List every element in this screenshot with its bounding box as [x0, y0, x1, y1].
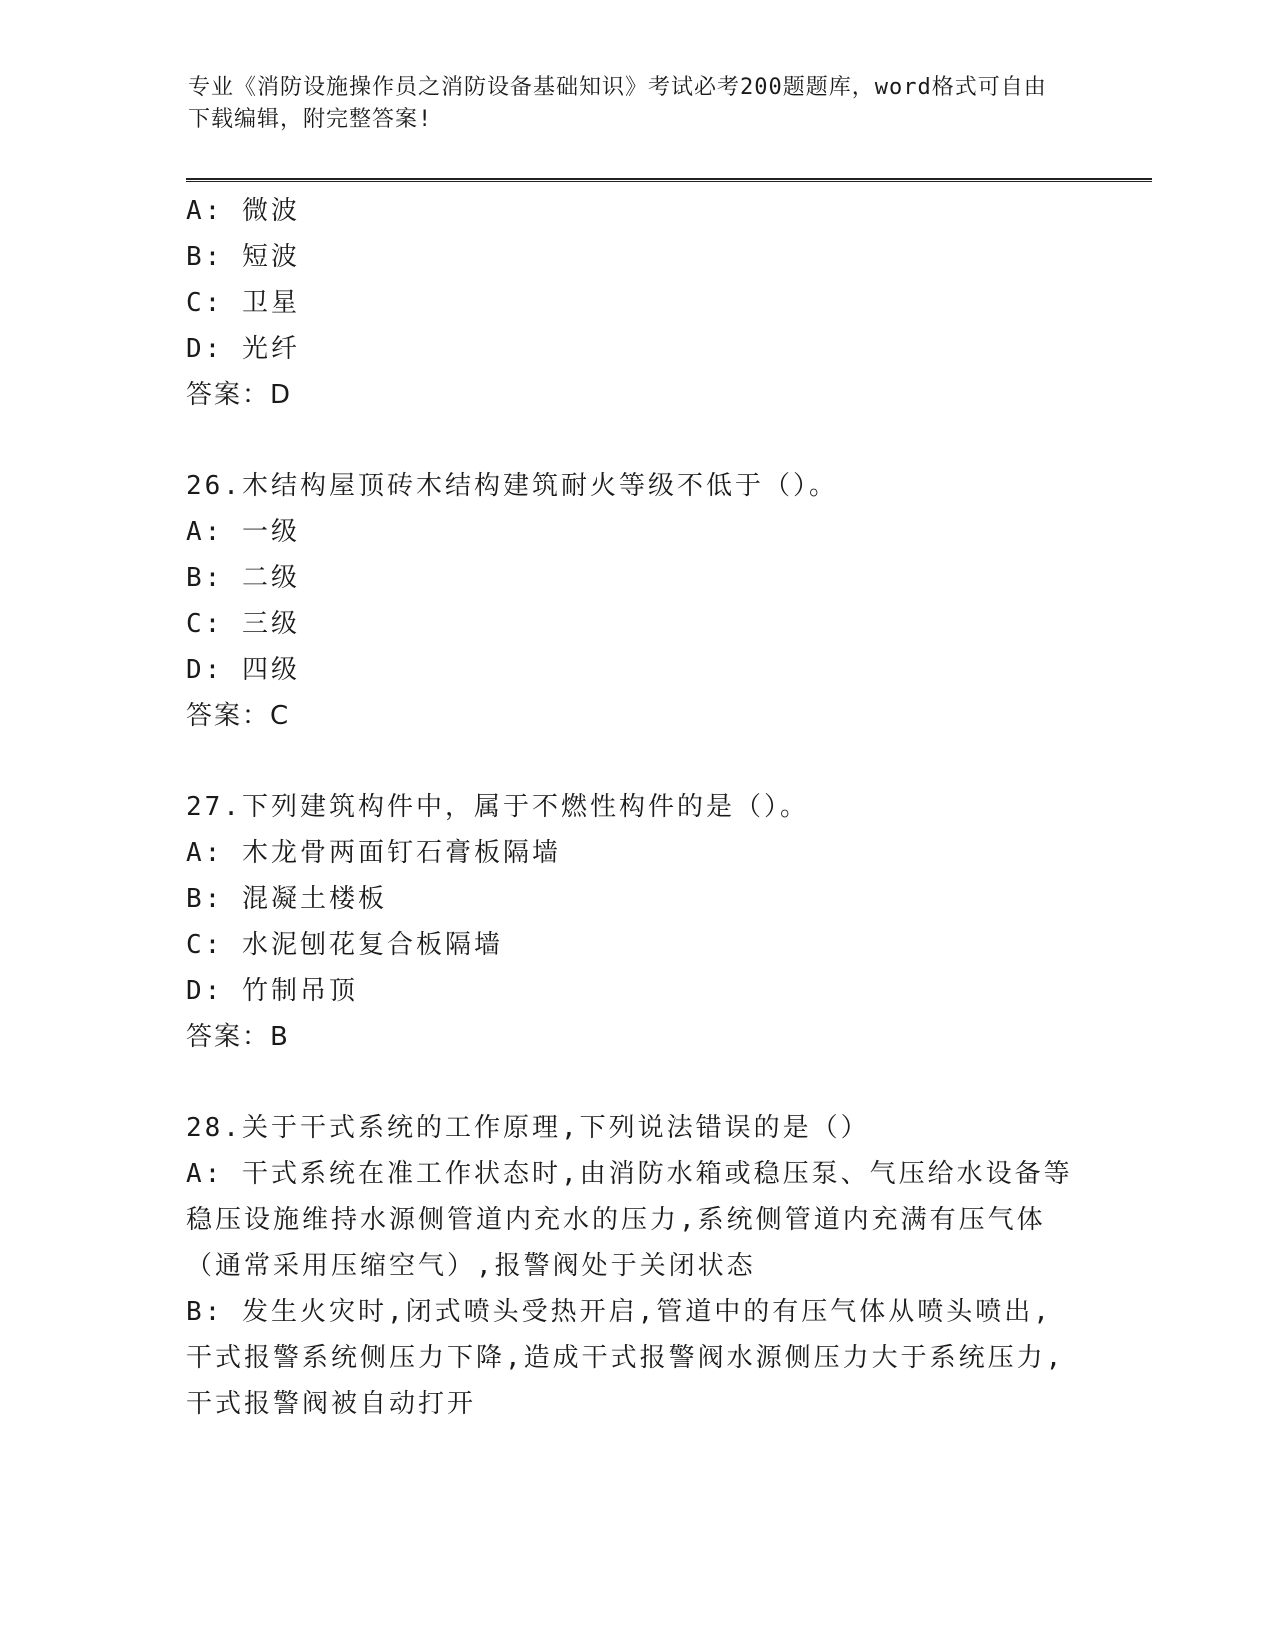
question-25-block	[186, 188, 1076, 418]
question-28-block	[186, 1105, 1076, 1427]
option-a: A: 一级	[186, 517, 300, 547]
question-27-stem: 27.下列建筑构件中，属于不燃性构件的是（）。	[186, 792, 809, 822]
question-list	[186, 188, 1076, 1427]
option-c: C: 水泥刨花复合板隔墙	[186, 930, 503, 960]
option-b: B: 混凝土楼板	[186, 884, 387, 914]
option-b: B: 短波	[186, 242, 300, 272]
option-d: D: 光纤	[186, 334, 300, 364]
option-d: D: 四级	[186, 655, 300, 685]
option-c: C: 卫星	[186, 288, 300, 318]
question-27-block	[186, 784, 1076, 1060]
option-b: B: 发生火灾时,闭式喷头受热开启,管道中的有压气体从喷头喷出,干式报警系统侧压力下降,造成干式报警阀水源侧压力大于系统压力,干式报警阀被自动打开	[186, 1297, 1065, 1419]
spacer	[186, 739, 1076, 784]
answer-text: 答案：D	[186, 380, 293, 410]
option-a: A: 微波	[186, 196, 300, 226]
answer-text: 答案：C	[186, 701, 291, 731]
option-b: B: 二级	[186, 563, 300, 593]
option-a: A: 木龙骨两面钉石膏板隔墙	[186, 838, 561, 868]
document-header-title: 专业《消防设施操作员之消防设备基础知识》考试必考200题题库，word格式可自由下载编辑，附完整答案!	[188, 75, 1047, 132]
spacer	[186, 418, 1076, 463]
answer-text: 答案：B	[186, 1022, 290, 1052]
spacer	[186, 1060, 1076, 1105]
option-d: D: 竹制吊顶	[186, 976, 358, 1006]
header-divider	[186, 178, 1152, 182]
question-26-block	[186, 463, 1076, 739]
question-26-stem: 26.木结构屋顶砖木结构建筑耐火等级不低于（）。	[186, 471, 838, 501]
option-c: C: 三级	[186, 609, 300, 639]
option-a: A: 干式系统在准工作状态时,由消防水箱或稳压泵、气压给水设备等稳压设施维持水源侧管道内充水的压力,系统侧管道内充满有压气体（通常采用压缩空气）,报警阀处于关闭状态	[186, 1159, 1073, 1281]
question-28-stem: 28.关于干式系统的工作原理,下列说法错误的是（）	[186, 1113, 870, 1143]
